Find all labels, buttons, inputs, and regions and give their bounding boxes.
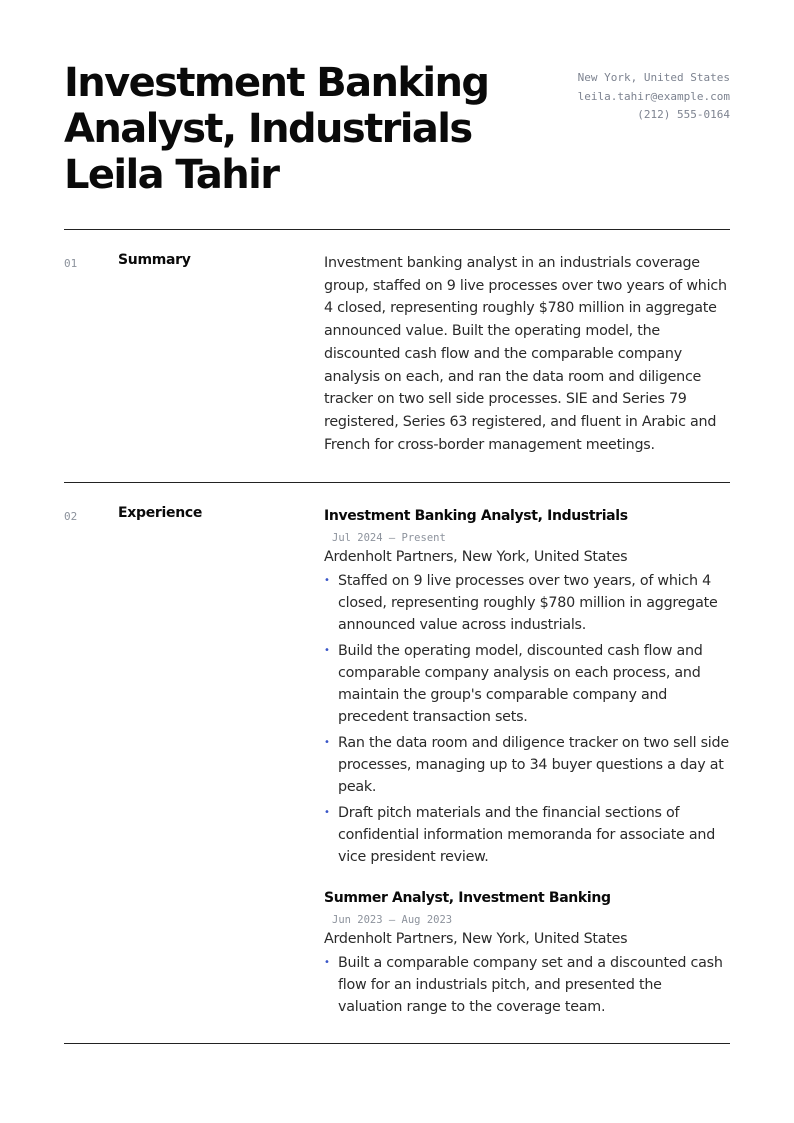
bullet-item — [324, 640, 730, 728]
bullet-item — [324, 732, 730, 798]
job-entry — [324, 506, 730, 868]
bullet-item — [324, 802, 730, 868]
title-line: Investment Banking — [64, 60, 489, 106]
bullet-text: Ran the data room and diligence tracker on two sell side processes, managing up to 34 buyer questions a day at peak. — [338, 735, 729, 795]
title-line: Analyst, Industrials — [64, 106, 472, 152]
candidate-name: Leila Tahir — [64, 152, 279, 198]
summary-section — [64, 230, 730, 482]
experience-section — [64, 483, 730, 1043]
section-number: 02 — [64, 510, 78, 523]
bullet-text: Build the operating model, discounted cash flow and comparable company analysis on each process, and maintain the group's comparable company and precedent transaction sets. — [338, 643, 703, 725]
job-dates: Jun 2023 — Aug 2023 — [332, 914, 453, 926]
job-dates: Jul 2024 — Present — [332, 532, 446, 544]
job-organization: Ardenholt Partners, New York, United States — [324, 549, 628, 565]
job-organization: Ardenholt Partners, New York, United States — [324, 931, 628, 947]
bullet-text: Draft pitch materials and the financial sections of confidential information memoranda for associate and vice president review. — [338, 805, 716, 865]
section-divider — [64, 1043, 730, 1044]
bullet-item — [324, 952, 730, 1018]
resume-header — [64, 0, 730, 229]
section-number: 01 — [64, 257, 78, 270]
bullet-icon: • — [324, 645, 330, 656]
job-title: Summer Analyst, Investment Banking — [324, 890, 611, 906]
summary-text: Investment banking analyst in an industrials coverage group, staffed on 9 live processes over two years of which 4 closed, representing roughly $780 million in aggregate announced value. Built the operating model, the discounted cash flow and the comparable company analysis on each, and ran the data room and diligence tracker on two sell side processes. SIE and Series 79 registered, Series 63 registered, and fluent in Arabic and French for cross-border management meetings. — [324, 255, 727, 453]
page-title — [64, 60, 544, 198]
job-bullets — [324, 570, 730, 868]
bullet-icon: • — [324, 957, 330, 968]
bullet-item — [324, 570, 730, 636]
job-bullets — [324, 952, 730, 1018]
section-title: Experience — [118, 505, 203, 521]
bullet-icon: • — [324, 737, 330, 748]
job-entry — [324, 888, 730, 1018]
bullet-text: Built a comparable company set and a discounted cash flow for an industrials pitch, and presented the valuation range to the coverage team. — [338, 955, 723, 1015]
job-title: Investment Banking Analyst, Industrials — [324, 508, 628, 524]
contact-location: New York, United States — [577, 71, 730, 84]
resume-page — [64, 0, 730, 1044]
contact-email[interactable]: leila.tahir@example.com — [577, 89, 730, 103]
bullet-icon: • — [324, 807, 330, 818]
contact-block — [578, 69, 730, 125]
contact-phone[interactable]: (212) 555-0164 — [637, 108, 730, 121]
bullet-icon: • — [324, 575, 330, 586]
section-title: Summary — [118, 252, 191, 268]
bullet-text: Staffed on 9 live processes over two years, of which 4 closed, representing roughly $780 million in aggregate announced value across industrials. — [338, 573, 718, 633]
experience-list — [324, 483, 730, 1018]
